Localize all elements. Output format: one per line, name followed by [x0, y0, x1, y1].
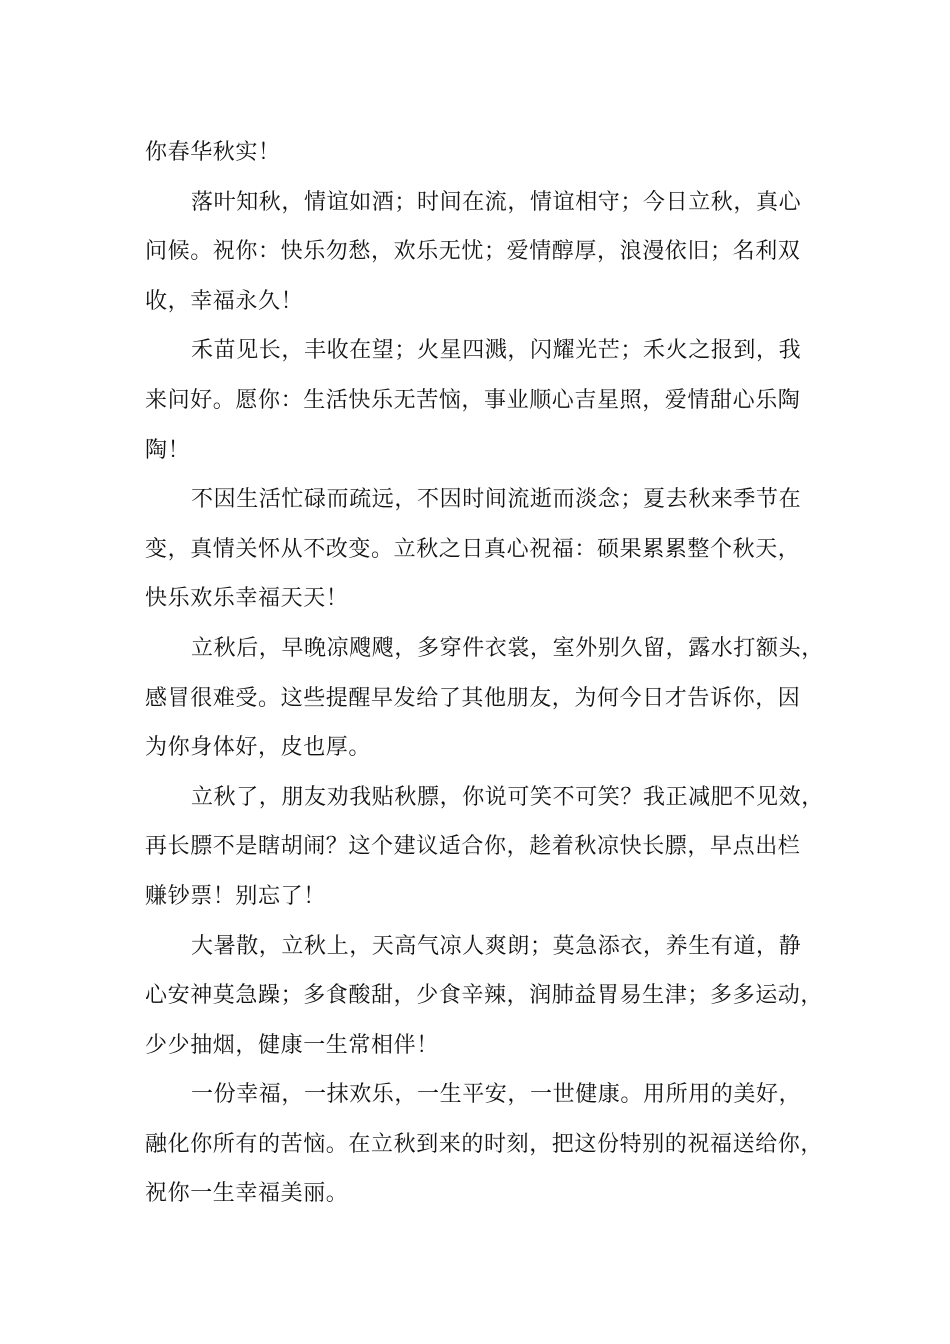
text-line: 融化你所有的苦恼。在立秋到来的时刻，把这份特别的祝福送给你，	[145, 1131, 824, 1157]
paragraph-first-line: 落叶知秋，情谊如酒；时间在流，情谊相守；今日立秋，真心	[191, 189, 802, 215]
text-line: 问候。祝你：快乐勿愁，欢乐无忧；爱情醇厚，浪漫依旧；名利双	[145, 239, 801, 265]
text-line: 为你身体好，皮也厚。	[145, 735, 372, 761]
text-line: 变，真情关怀从不改变。立秋之日真心祝福：硕果累累整个秋天，	[145, 536, 801, 562]
text-line: 感冒很难受。这些提醒早发给了其他朋友，为何今日才告诉你，因	[145, 685, 801, 711]
document-body	[145, 128, 825, 1219]
text-line: 快乐欢乐幸福天天！	[145, 586, 349, 612]
paragraph-first-line: 不因生活忙碌而疏远，不因时间流逝而淡念；夏去秋来季节在	[191, 487, 802, 513]
paragraph-first-line: 立秋后，早晚凉飕飕，多穿件衣裳，室外别久留，露水打额头，	[191, 635, 824, 661]
text-line: 来问好。愿你：生活快乐无苦恼，事业顺心吉星照，爱情甜心乐陶	[145, 387, 801, 413]
text-line: 你春华秋实！	[145, 140, 281, 165]
text-line: 少少抽烟，健康一生常相伴！	[145, 1032, 439, 1058]
text-line: 收，幸福永久！	[145, 288, 304, 314]
text-line: 心安神莫急躁；多食酸甜，少食辛辣，润肺益胃易生津；多多运动，	[145, 983, 824, 1009]
paragraph-first-line: 禾苗见长，丰收在望；火星四溅，闪耀光芒；禾火之报到，我	[191, 338, 802, 364]
paragraph-first-line: 大暑散，立秋上，天高气凉人爽朗；莫急添衣，养生有道，静	[191, 933, 802, 959]
text-line: 赚钞票！别忘了！	[145, 883, 326, 909]
text-line: 再长膘不是瞎胡闹？这个建议适合你，趁着秋凉快长膘，早点出栏	[145, 834, 801, 860]
text-line: 祝你一生幸福美丽。	[145, 1181, 349, 1207]
text-line: 陶！	[145, 437, 191, 463]
paragraph-first-line: 一份幸福，一抹欢乐，一生平安，一世健康。用所用的美好，	[191, 1082, 802, 1108]
paragraph-first-line: 立秋了，朋友劝我贴秋膘，你说可笑不可笑？我正减肥不见效，	[191, 784, 824, 810]
